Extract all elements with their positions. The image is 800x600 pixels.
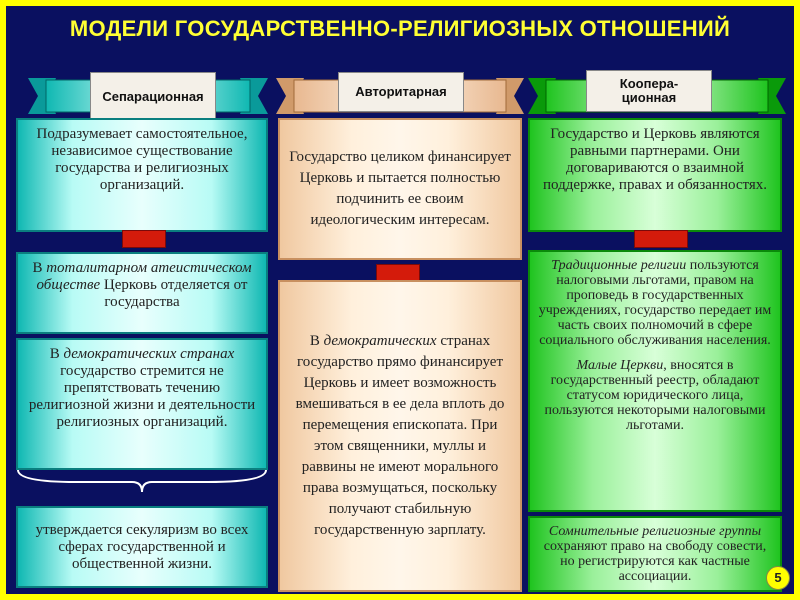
small-churches-para <box>536 358 774 433</box>
separation-definition-text: Подразумевает самостоятельное, независимое существование государства и религиозных организаций. <box>36 126 248 193</box>
header-cooperative <box>586 70 712 112</box>
democratic-authoritarian-italic: демократических <box>323 333 437 349</box>
totalitarian-pre: В <box>32 260 47 276</box>
page-title: МОДЕЛИ ГОСУДАРСТВЕННО-РЕЛИГИОЗНЫХ ОТНОШЕНИЙ <box>69 16 731 41</box>
brace-left <box>16 468 268 494</box>
democratic-separation-pre: В <box>49 346 64 362</box>
header-cooperative-line1: Коопера- <box>619 76 679 91</box>
connector-right-1 <box>634 230 688 248</box>
secularism-text: утверждается секуляризм во всех сферах государственной и общественной жизни. <box>35 521 249 572</box>
header-authoritarian: Авторитарная <box>338 72 464 112</box>
totalitarian-post: Церковь отделяется от государства <box>100 277 248 310</box>
democratic-separation-box <box>16 338 268 470</box>
secularism-box <box>16 506 268 588</box>
small-churches-italic: Малые Церкви <box>576 358 664 373</box>
cooperative-definition-text: Государство и Церковь являются равными партнерами. Они договариваются о взаимной поддержке, правах и обязанностях. <box>542 126 768 193</box>
header-separation: Сепарационная <box>90 72 216 122</box>
header-cooperative-line2: ционная <box>621 90 677 105</box>
cooperative-definition-box <box>528 118 782 232</box>
separation-definition-box <box>16 118 268 232</box>
traditional-religions-italic: Традиционные религии <box>551 258 687 273</box>
dubious-groups-italic: Сомнительные религиозные группы <box>548 524 762 539</box>
cooperative-religions-box <box>528 250 782 512</box>
dubious-groups-box <box>528 516 782 592</box>
democratic-authoritarian-pre: В <box>309 333 324 349</box>
ribbon-separation <box>28 68 268 124</box>
dubious-groups-post: сохраняют право на свободу совести, но регистрируются как частные ассоциации. <box>543 539 767 584</box>
democratic-authoritarian-box <box>278 280 522 592</box>
democratic-separation-italic: демократических странах <box>63 346 235 362</box>
page-number: 5 <box>766 566 790 590</box>
ribbon-authoritarian <box>276 68 524 124</box>
traditional-religions-para <box>536 258 774 348</box>
authoritarian-definition-box <box>278 118 522 260</box>
totalitarian-italic: тоталитарном атеистическом обществе <box>36 260 252 293</box>
totalitarian-box <box>16 252 268 334</box>
small-churches-post: , вносятся в государственный реестр, обладают статусом юридического лица, пользуются некоторыми налоговыми льготами. <box>544 358 766 433</box>
democratic-authoritarian-post: странах государство прямо финансирует Церковь и имеет возможность вмешиваться в ее дела вплоть до перемещения епископата. При этом священники, муллы и раввины не имеют морального права возмущаться, поскольку получают стабильную государственную зарплату. <box>295 333 505 538</box>
slide <box>6 6 794 594</box>
ribbon-cooperative <box>528 68 786 124</box>
traditional-religions-post: пользуются налоговыми льготами, правом на проповедь в государственных учреждениях, государство передает им часть своих полномочий в сфере социального обслуживания населения. <box>538 258 772 348</box>
connector-left-1 <box>122 230 166 248</box>
democratic-separation-post: государство стремится не препятствовать течению религиозной жизни и деятельности религиозных организаций. <box>28 363 256 430</box>
authoritarian-definition-text: Государство целиком финансирует Церковь и пытается полностью подчинить ее своим идеологическим интересам. <box>289 149 511 228</box>
